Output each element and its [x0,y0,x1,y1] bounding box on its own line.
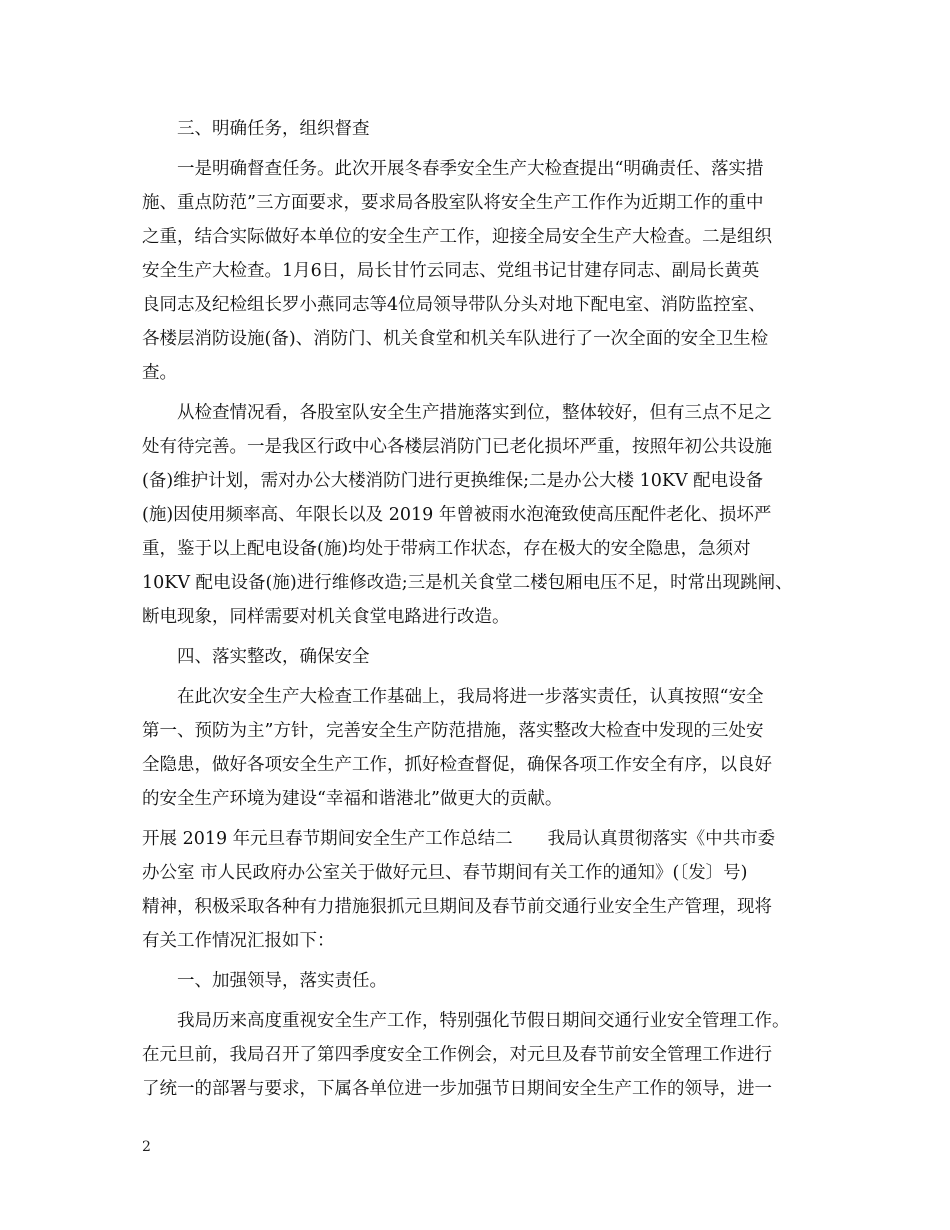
paragraph-line: 我局历来高度重视安全生产工作，特别强化节假日期间交通行业安全管理工作。 [177,1011,790,1031]
paragraph-line: 在此次安全生产大检查工作基础上，我局将进一步落实责任，认真按照“安全 [177,687,764,707]
paragraph-line: 查。 [142,363,177,383]
paragraph-line: (备)维护计划，需对办公大楼消防门进行更换维保;二是办公大楼 10KV 配电设备 [142,471,764,491]
section-heading-4: 四、落实整改，确保安全 [177,647,370,667]
paragraph-line: 第一、预防为主”方针，完善安全生产防范措施，落实整改大检查中发现的三处安 [142,721,764,741]
paragraph-line: 的安全生产环境为建设“幸福和谐港北”做更大的贡献。 [142,789,563,809]
paragraph-line: 在元旦前，我局召开了第四季度安全工作例会，对元旦及春节前安全管理工作进行 [142,1045,772,1065]
paragraph-line: 施、重点防范”三方面要求，要求局各股室队将安全生产工作作为近期工作的重中 [142,193,764,213]
paragraph-line: 断电现象，同样需要对机关食堂电路进行改造。 [142,607,510,627]
paragraph-line: 一是明确督查任务。此次开展冬春季安全生产大检查提出“明确责任、落实措 [177,159,764,179]
paragraph-line: 各楼层消防设施(备)、消防门、机关食堂和机关车队进行了一次全面的安全卫生检 [142,329,769,349]
paragraph-line: 全隐患，做好各项安全生产工作，抓好检查督促，确保各项工作安全有序，以良好 [142,755,772,775]
paragraph-line: (施)因使用频率高、年限长以及 2019 年曾被雨水泡淹致使高压配件老化、损坏严 [142,505,772,525]
paragraph-line: 从检查情况看，各股室队安全生产措施落实到位，整体较好，但有三点不足之 [177,403,772,423]
page-number: 2 [142,1139,151,1155]
section-heading-3: 三、明确任务，组织督查 [177,119,370,139]
paragraph-line: 开展 2019 年元旦春节期间安全生产工作总结二 我局认真贯彻落实《中共市委 [142,829,776,849]
paragraph-line: 有关工作情况汇报如下： [142,931,335,951]
paragraph-line: 良同志及纪检组长罗小燕同志等4位局领导带队分头对地下配电室、消防监控室、 [142,295,766,315]
paragraph-line: 处有待完善。一是我区行政中心各楼层消防门已老化损坏严重，按照年初公共设施 [142,437,772,457]
paragraph-line: 10KV 配电设备(施)进行维修改造;三是机关食堂二楼包厢电压不足，时常出现跳闸、 [142,573,793,593]
paragraph-line: 之重，结合实际做好本单位的安全生产工作，迎接全局安全生产大检查。二是组织 [142,227,772,247]
section-heading-1: 一、加强领导，落实责任。 [177,971,387,991]
paragraph-line: 安全生产大检查。1月6日，局长甘竹云同志、党组书记甘建存同志、副局长黄英 [142,261,760,281]
paragraph-line: 重，鉴于以上配电设备(施)均处于带病工作状态，存在极大的安全隐患，急须对 [142,539,751,559]
paragraph-line: 精神，积极采取各种有力措施狠抓元旦期间及春节前交通行业安全生产管理，现将 [142,897,772,917]
paragraph-line: 办公室 市人民政府办公室关于做好元旦、春节期间有关工作的通知》(〔发〕号) [142,863,748,883]
paragraph-line: 了统一的部署与要求，下属各单位进一步加强节日期间安全生产工作的领导，进一 [142,1079,772,1099]
